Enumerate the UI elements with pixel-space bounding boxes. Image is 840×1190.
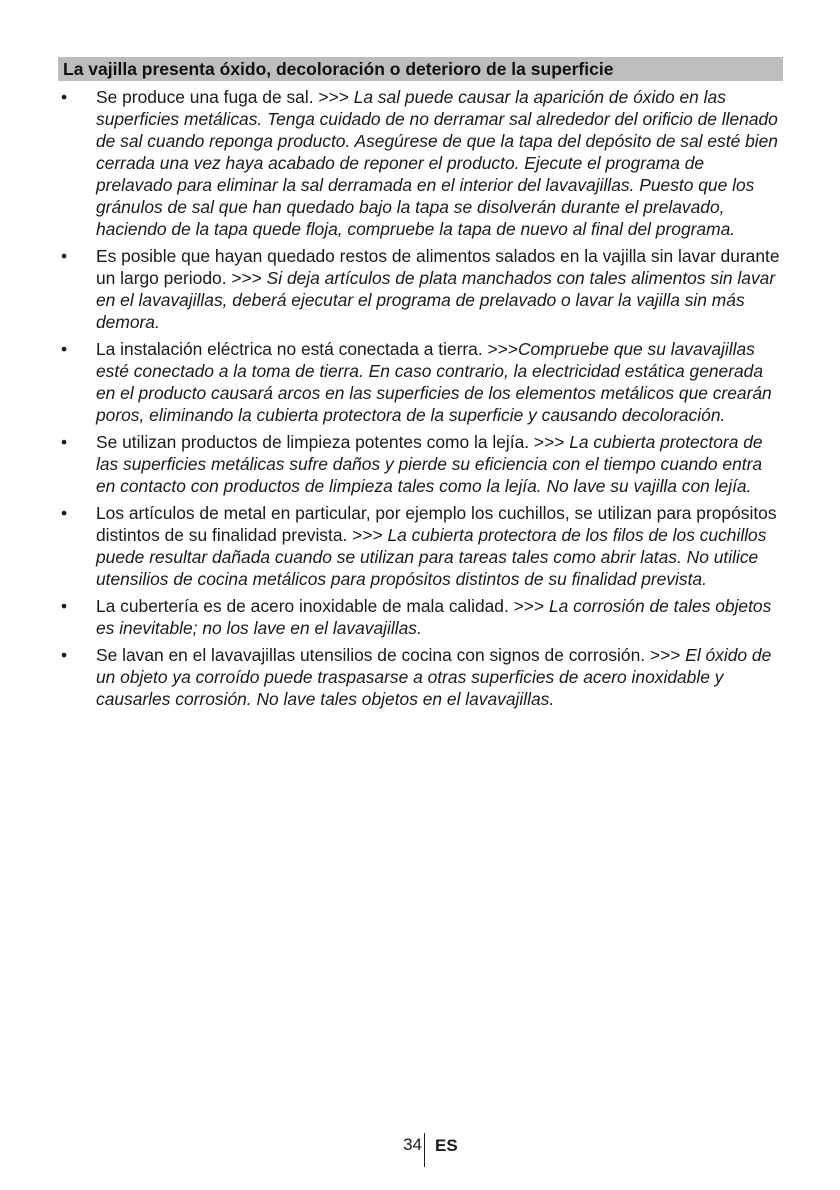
page-footer: [0, 1133, 840, 1167]
item-remedy: La corrosión de tales objetos es inevitable; no los lave en el lavavajillas.: [96, 596, 772, 638]
list-item: [58, 502, 783, 590]
language-code: ES: [435, 1136, 458, 1155]
bullet-icon: •: [61, 503, 68, 523]
item-cause: Se produce una fuga de sal. >>>: [96, 87, 354, 107]
item-cause: La instalación eléctrica no está conectada a tierra. >>>: [96, 339, 518, 359]
bullet-icon: •: [61, 87, 68, 107]
list-item: [58, 595, 783, 639]
item-remedy: El óxido de un objeto ya corroído puede traspasarse a otras superficies de acero inoxidable y causarles corrosión. No lave tales objetos en el lavavajillas.: [96, 645, 772, 709]
list-item: [58, 431, 783, 497]
bullet-icon: •: [61, 645, 68, 665]
page-number: 34: [403, 1135, 422, 1154]
bullet-icon: •: [61, 596, 68, 616]
troubleshooting-list: [58, 86, 783, 715]
item-cause: Se lavan en el lavavajillas utensilios de cocina con signos de corrosión. >>>: [96, 645, 686, 665]
bullet-icon: •: [61, 432, 68, 452]
item-remedy: Si deja artículos de plata manchados con tales alimentos sin lavar en el lavavajillas, deberá ejecutar el programa de prelavado o lavar la vajilla sin más demora.: [96, 268, 776, 332]
bullet-icon: •: [61, 246, 68, 266]
section-heading: La vajilla presenta óxido, decoloración o deterioro de la superficie: [58, 57, 783, 81]
list-item: [58, 86, 783, 240]
item-cause: Los artículos de metal en particular, por ejemplo los cuchillos, se utilizan para propósitos distintos de su finalidad prevista. >>>: [96, 503, 777, 545]
item-cause: La cubertería es de acero inoxidable de mala calidad. >>>: [96, 596, 549, 616]
footer-divider: [424, 1133, 425, 1167]
item-remedy: La cubierta protectora de las superficies metálicas sufre daños y pierde su eficiencia con el tiempo cuando entra en contacto con productos de limpieza tales como la lejía. No lave su vajilla con lejía.: [96, 432, 763, 496]
item-cause: Es posible que hayan quedado restos de alimentos salados en la vajilla sin lavar durante un largo periodo. >>>: [96, 246, 780, 288]
item-remedy: Compruebe que su lavavajillas esté conectado a la toma de tierra. En caso contrario, la electricidad estática generada en el producto causará arcos en las superficies de los elementos metálicos que crearán poros, eliminando la cubierta protectora de la superficie y causando decoloración.: [96, 339, 772, 425]
item-remedy: La sal puede causar la aparición de óxido en las superficies metálicas. Tenga cuidado de no derramar sal alrededor del orificio de llenado de sal cuando reponga producto. Asegúrese de que la tapa del depósito de sal esté bien cerrada una vez haya acabado de reponer el producto. Ejecute el programa de prelavado para eliminar la sal derramada en el interior del lavavajillas. Puesto que los gránulos de sal que han quedado bajo la tapa se disolverán durante el prelavado, haciendo de la tapa quede floja, compruebe la tapa de nuevo al final del programa.: [96, 87, 778, 239]
bullet-icon: •: [61, 339, 68, 359]
item-cause: Se utilizan productos de limpieza potentes como la lejía. >>>: [96, 432, 570, 452]
list-item: [58, 644, 783, 710]
item-remedy: La cubierta protectora de los filos de los cuchillos puede resultar dañada cuando se utilizan para tareas tales como abrir latas. No utilice utensilios de cocina metálicos para propósitos distintos de su finalidad prevista.: [96, 525, 767, 589]
list-item: [58, 245, 783, 333]
list-item: [58, 338, 783, 426]
